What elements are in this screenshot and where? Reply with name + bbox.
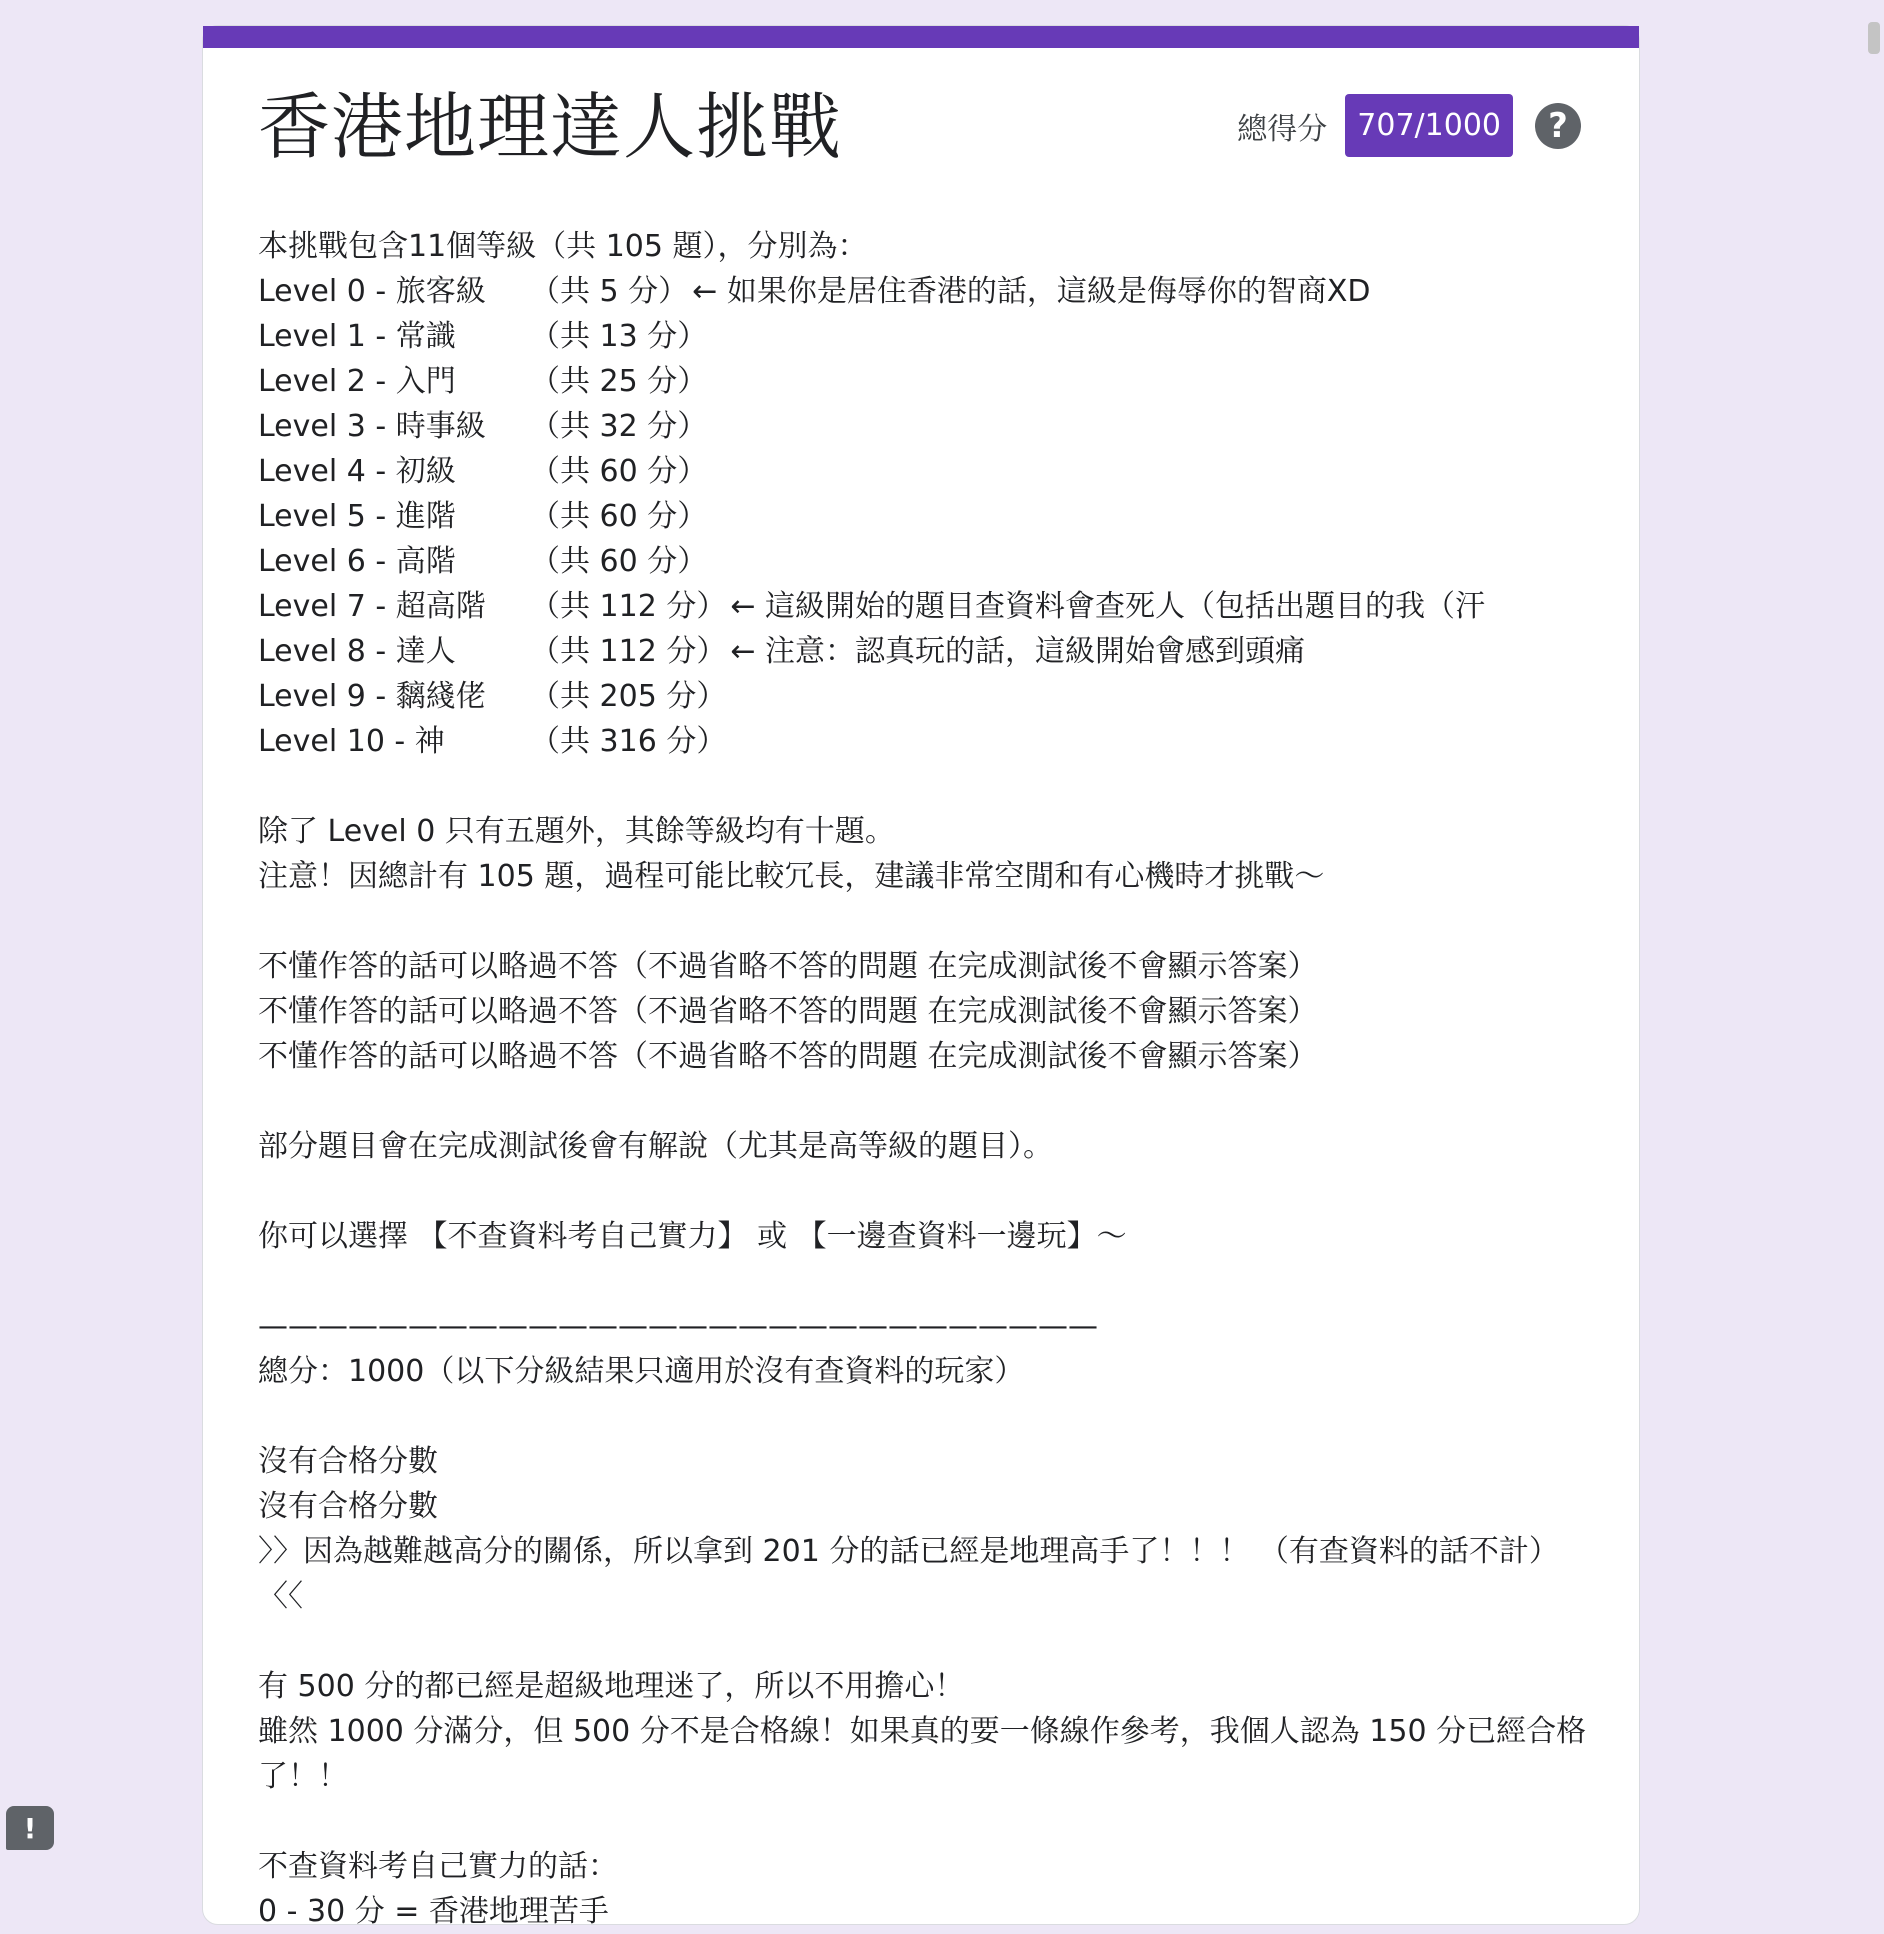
level-points: （共 25 分）: [530, 364, 708, 399]
level-row: [258, 674, 1588, 719]
report-feedback-icon[interactable]: !: [6, 1806, 54, 1850]
level-points: （共 32 分）: [530, 409, 708, 444]
level-points: （共 60 分）: [530, 544, 708, 579]
level-count-note: 除了 Level 0 只有五題外，其餘等級均有十題。: [258, 814, 895, 849]
scrollbar-thumb[interactable]: [1868, 22, 1880, 54]
form-title: 香港地理達人挑戰: [258, 85, 843, 169]
level-note: ← 這級開始的題目查資料會查死人（包括出題目的我（汗: [730, 589, 1486, 624]
level-row: [258, 359, 1588, 404]
level-name: Level 10 - 神: [258, 724, 445, 759]
level-row: [258, 269, 1588, 314]
level-name: Level 2 - 入門: [258, 364, 456, 399]
page-scrollbar[interactable]: [1864, 0, 1884, 1892]
level-row: [258, 629, 1588, 674]
level-note: ← 如果你是居住香港的話，這級是侮辱你的智商XD: [692, 274, 1371, 309]
card-accent-bar: [203, 26, 1639, 48]
level-points: （共 316 分）: [530, 724, 727, 759]
level-points: （共 60 分）: [530, 454, 708, 489]
total-score-note: 總分：1000（以下分級結果只適用於沒有查資料的玩家）: [258, 1354, 1025, 1389]
skip-note: 不懂作答的話可以略過不答（不過省略不答的問題 在完成測試後不會顯示答案）: [258, 949, 1318, 984]
level-points: （共 205 分）: [530, 679, 727, 714]
level-name: Level 8 - 達人: [258, 634, 456, 669]
score-area: [1237, 94, 1581, 157]
level-row: [258, 494, 1588, 539]
level-name: Level 3 - 時事級: [258, 409, 486, 444]
level-row: [258, 449, 1588, 494]
skip-note: 不懂作答的話可以略過不答（不過省略不答的問題 在完成測試後不會顯示答案）: [258, 1039, 1318, 1074]
level-row: [258, 404, 1588, 449]
level-row: [258, 584, 1588, 629]
level-name: Level 5 - 進階: [258, 499, 456, 534]
level-row: [258, 539, 1588, 584]
level-points: （共 60 分）: [530, 499, 708, 534]
explanation-note: 部分題目會在完成測試後會有解說（尤其是高等級的題目）。: [258, 1129, 1053, 1164]
level-points: （共 112 分）: [530, 589, 727, 624]
level-name: Level 9 - 黐綫佬: [258, 679, 486, 714]
level-name: Level 6 - 高階: [258, 544, 456, 579]
pass-line-note: 雖然 1000 分滿分，但 500 分不是合格線！如果真的要一條線作參考，我個人認為 150 分已經合格了！！: [258, 1714, 1587, 1794]
level-row: [258, 314, 1588, 359]
self-test-heading: 不查資料考自己實力的話：: [258, 1849, 618, 1884]
level-list: [258, 269, 1588, 764]
level-note: ← 注意：認真玩的話，這級開始會感到頭痛: [730, 634, 1306, 669]
fan-note: 有 500 分的都已經是超級地理迷了，所以不用擔心！: [258, 1669, 965, 1704]
skip-note: 不懂作答的話可以略過不答（不過省略不答的問題 在完成測試後不會顯示答案）: [258, 994, 1318, 1029]
no-pass-note: 沒有合格分數: [258, 1489, 438, 1524]
difficulty-note: 〉〉因為越難越高分的關係，所以拿到 201 分的話已經是地理高手了！！！ （有查資料的話不計）〈〈: [258, 1534, 1559, 1614]
level-name: Level 0 - 旅客級: [258, 274, 486, 309]
total-score-label: 總得分: [1237, 111, 1328, 147]
form-header-card: [202, 25, 1640, 1929]
level-name: Level 4 - 初級: [258, 454, 456, 489]
level-row: [258, 719, 1588, 764]
level-points: （共 13 分）: [530, 319, 708, 354]
divider-line: ————————————————————————————: [258, 1309, 1098, 1344]
level-name: Level 1 - 常識: [258, 319, 456, 354]
level-name: Level 7 - 超高階: [258, 589, 486, 624]
help-icon[interactable]: ?: [1535, 103, 1581, 149]
score-tier: 0 - 30 分 = 香港地理苦手: [258, 1894, 609, 1929]
total-score-badge: 707/1000: [1345, 94, 1513, 157]
choice-note: 你可以選擇 【不查資料考自己實力】 或 【一邊查資料一邊玩】～: [258, 1219, 1127, 1254]
level-points: （共 5 分）: [530, 274, 689, 309]
level-points: （共 112 分）: [530, 634, 727, 669]
warning-note: 注意！因總計有 105 題，過程可能比較冗長，建議非常空閒和有心機時才挑戰～: [258, 859, 1325, 894]
no-pass-note: 沒有合格分數: [258, 1444, 438, 1479]
form-description: [258, 224, 1588, 1934]
intro-text: 本挑戰包含11個等級（共 105 題），分別為：: [258, 229, 868, 264]
